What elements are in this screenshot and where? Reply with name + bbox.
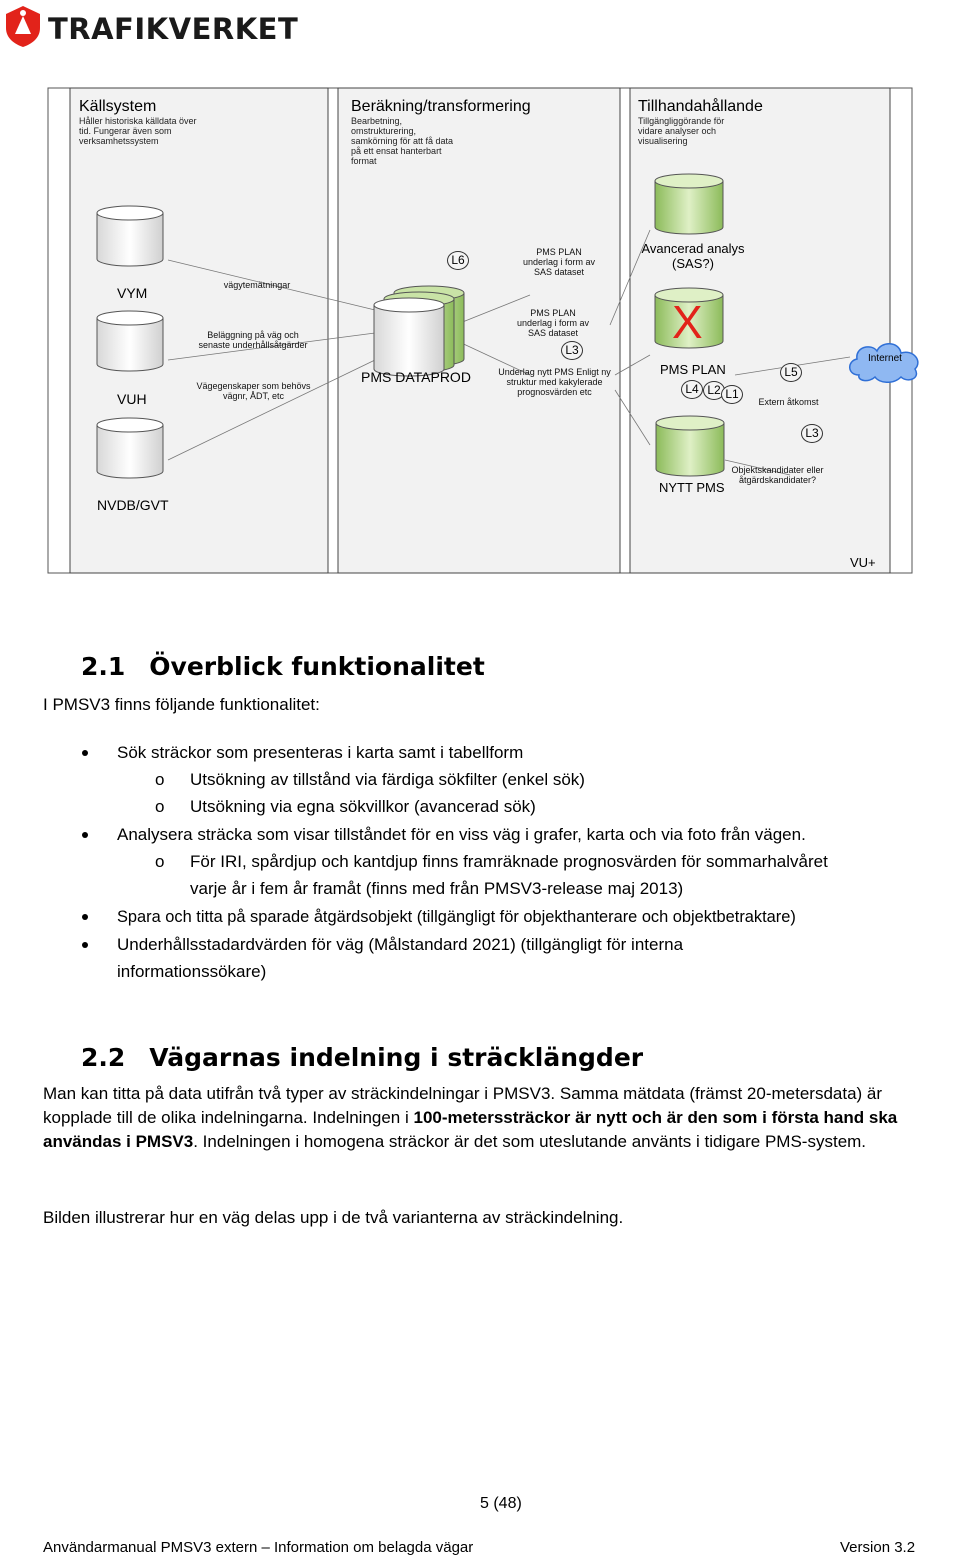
- section-2-1-heading: [81, 652, 485, 681]
- list-item: Analysera sträcka som visar tillståndet för en viss väg i grafer, karta och via foto från vägen.: [117, 825, 806, 844]
- trafikverket-logo: [4, 4, 299, 50]
- pms-plan-label: PMS PLAN: [660, 362, 726, 377]
- level-l1: L1: [721, 385, 743, 404]
- note-pms-plan-sas-1: PMS PLAN underlag i form av SAS dataset: [522, 247, 596, 277]
- vuh-label: VUH: [117, 391, 147, 407]
- section-2-2-caption: Bilden illustrerar hur en väg delas upp i de två varianterna av sträckindelning.: [43, 1208, 624, 1227]
- page-number: 5 (48): [480, 1495, 522, 1512]
- section-title: Överblick funktionalitet: [149, 652, 485, 681]
- logo-emblem-icon: [4, 4, 42, 48]
- list-item: Spara och titta på sparade åtgärdsobjekt (tillgängligt för objekthanterare och objektbetraktare): [117, 908, 796, 926]
- vym-label: VYM: [117, 285, 148, 301]
- note-underlag-nytt: Underlag nytt PMS Enligt ny struktur med kakylerade prognosvärden etc: [498, 367, 611, 397]
- vym-database-icon: [95, 205, 165, 267]
- footer-left: Användarmanual PMSV3 extern – Information om belagda vägar: [43, 1539, 474, 1556]
- note-pms-plan-sas-2: PMS PLAN underlag i form av SAS dataset: [516, 308, 590, 338]
- list-item: Utsökning av tillstånd via färdiga sökfilter (enkel sök): [190, 770, 585, 789]
- list-item-continuation: informationssökare): [117, 962, 267, 981]
- column-kallsystem: [79, 98, 199, 146]
- column-desc: Håller historiska källdata över tid. Fungerar även som verksamhetssystem: [79, 116, 197, 146]
- list-item: För IRI, spårdjup och kantdjup finns framräknade prognosvärden för sommarhalvåret: [190, 852, 828, 871]
- bullet-icon: [82, 750, 88, 756]
- note-vagytematningar: vägytemätningar: [223, 280, 291, 290]
- section-2-2-heading: [81, 1043, 643, 1072]
- vuh-database-icon: [95, 310, 165, 372]
- note-avancerad: Avancerad analys (SAS?): [641, 241, 745, 271]
- bullet-icon: [82, 942, 88, 948]
- column-desc: Bearbetning, omstrukturering, samkörning för att få data på ett ensat hanterbart format: [351, 116, 454, 166]
- footer-right: Version 3.2: [840, 1539, 916, 1556]
- architecture-diagram: [0, 75, 960, 580]
- list-item-continuation: varje år i fem år framåt (finns med från PMSV3-release maj 2013): [190, 879, 684, 898]
- column-title: Källsystem: [79, 98, 157, 115]
- sub-bullet-icon: o: [155, 797, 165, 816]
- section-number: 2.1: [81, 652, 126, 681]
- level-l6: L6: [447, 251, 469, 270]
- avancerad-database-icon: [653, 173, 725, 235]
- sub-bullet-icon: o: [155, 852, 165, 871]
- column-tillhandahallande: [638, 98, 818, 146]
- section-2-1-intro: I PMSV3 finns följande funktionalitet:: [43, 695, 320, 714]
- level-l3-b: L3: [801, 424, 823, 443]
- nytt-pms-label: NYTT PMS: [659, 480, 725, 495]
- column-desc: Tillgängliggörande för vidare analyser och visualisering: [638, 116, 725, 146]
- paragraph-text: Man kan titta på data utifrån två typer av sträckindelningar i PMSV3. Samma mätdata (främst 20-metersdata) är kopplade till de olika indelningarna. Indelningen i: [43, 1084, 883, 1127]
- nvdb-database-icon: [95, 417, 165, 479]
- section-number: 2.2: [81, 1043, 126, 1072]
- note-objekt: Objektskandidater eller åtgärdskandidater?: [731, 465, 824, 485]
- level-l3-a: L3: [561, 341, 583, 360]
- column-title: Beräkning/transformering: [351, 98, 531, 115]
- vu-plus-label: VU+: [850, 555, 876, 570]
- pms-dataprod-database-icon: [370, 285, 470, 377]
- note-belaggning: Beläggning på väg och senaste underhållsåtgärder: [198, 330, 308, 350]
- list-item: Utsökning via egna sökvillkor (avancerad sök): [190, 797, 536, 816]
- bullet-icon: [82, 832, 88, 838]
- paragraph-text: . Indelningen i homogena sträckor är det som uteslutande använts i tidigare PMS-system.: [193, 1132, 867, 1151]
- section-title: Vägarnas indelning i sträcklängder: [149, 1043, 644, 1072]
- sub-bullet-icon: o: [155, 770, 165, 789]
- bullet-icon: [82, 914, 88, 920]
- nvdb-label: NVDB/GVT: [97, 497, 169, 513]
- level-l2: L2: [703, 381, 725, 400]
- section-2-2-paragraph: [43, 1082, 943, 1154]
- internet-label: Internet: [868, 353, 902, 364]
- level-l5: L5: [780, 363, 802, 382]
- note-extern: Extern åtkomst: [758, 397, 819, 407]
- x-mark-icon: X: [672, 296, 703, 348]
- column-berakning: [351, 98, 561, 166]
- nytt-pms-database-icon: [654, 415, 726, 477]
- level-l4: L4: [681, 380, 703, 399]
- column-title: Tillhandahållande: [638, 98, 763, 115]
- paragraph-bold-text: 100-meterssträckor är nytt och är den som i första hand ska användas i PMSV3: [43, 1108, 898, 1151]
- logo-wordmark: TRAFIKVERKET: [48, 12, 299, 46]
- note-vagegenskaper: Vägegenskaper som behövs vägnr, ÅDT, etc: [196, 381, 311, 401]
- list-item: Underhållsstadardvärden för väg (Målstandard 2021) (tillgängligt för interna: [117, 935, 684, 954]
- pms-dataprod-label: PMS DATAPROD: [361, 369, 471, 385]
- list-item: Sök sträckor som presenteras i karta samt i tabellform: [117, 743, 524, 762]
